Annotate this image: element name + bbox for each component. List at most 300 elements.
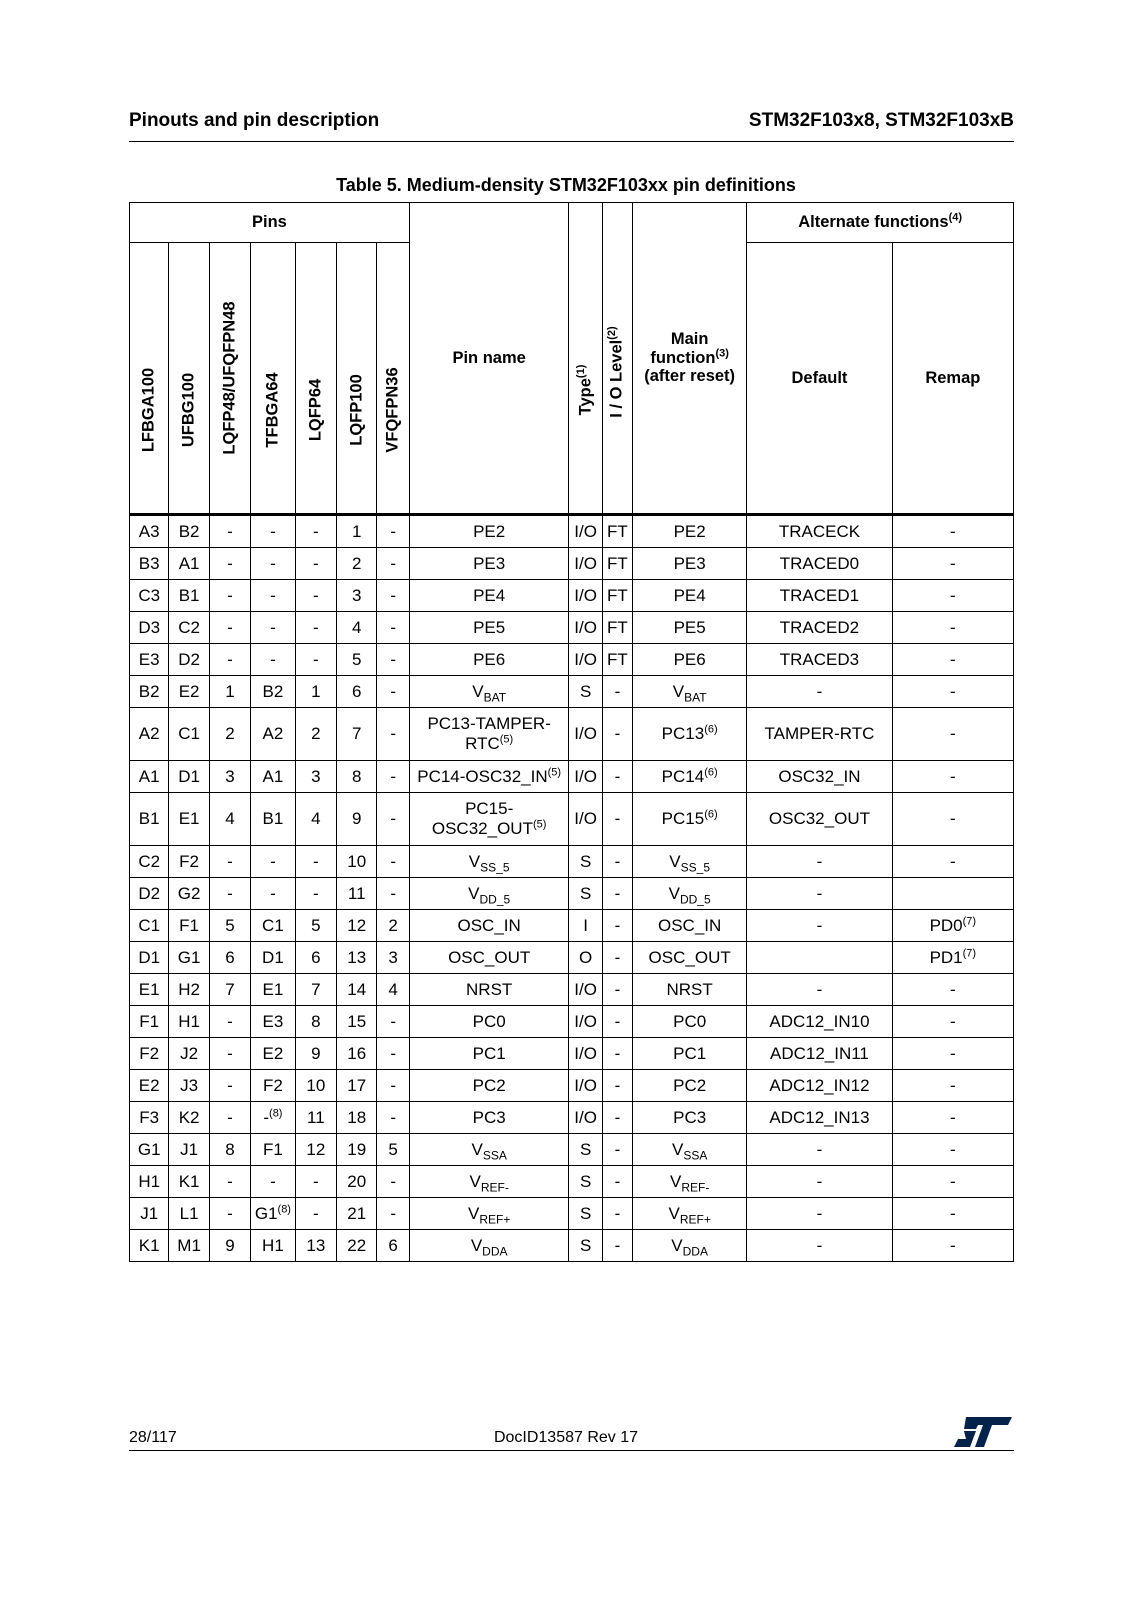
remap-value: - bbox=[950, 1203, 956, 1223]
lqfp48-cell bbox=[209, 1006, 250, 1038]
ufbg100-cell bbox=[169, 878, 209, 910]
pin-name-cell bbox=[409, 612, 569, 644]
type-cell bbox=[569, 878, 602, 910]
tfbga64-cell bbox=[251, 1230, 295, 1262]
lqfp48-value: - bbox=[227, 1171, 233, 1191]
remap-cell bbox=[892, 515, 1013, 548]
type-value: I/O bbox=[574, 585, 597, 605]
pin-name-sub: SSA bbox=[482, 1148, 507, 1163]
main-function: OSC_OUT bbox=[648, 947, 731, 967]
lqfp100-cell bbox=[337, 974, 377, 1006]
vfqfpn36-cell bbox=[377, 910, 409, 942]
tfbga64-cell bbox=[251, 974, 295, 1006]
table-row bbox=[130, 548, 1014, 580]
ufbg100-header: UFBG100 bbox=[169, 243, 209, 515]
pin-name-cell bbox=[409, 676, 569, 708]
type-header: Type$^{(1)}$ bbox=[569, 203, 602, 515]
ufbg100-value: J2 bbox=[180, 1043, 199, 1063]
lfbga100-value: B2 bbox=[138, 681, 160, 701]
ufbg100-cell bbox=[169, 1038, 209, 1070]
main-function-cell bbox=[633, 1070, 747, 1102]
lfbga100-value: A3 bbox=[138, 521, 160, 541]
io-cell bbox=[602, 708, 632, 761]
table-row bbox=[130, 1166, 1014, 1198]
main-function-cell bbox=[633, 1230, 747, 1262]
main-function-sub: SS_5 bbox=[680, 860, 710, 875]
pin-name-cell bbox=[409, 1070, 569, 1102]
lqfp100-cell bbox=[337, 878, 377, 910]
io-value: FT bbox=[607, 521, 628, 541]
lfbga100-value: F3 bbox=[139, 1107, 160, 1127]
tfbga64-note: (8) bbox=[277, 1203, 291, 1216]
vfqfpn36-value: - bbox=[390, 1011, 396, 1031]
lfbga100-value: C3 bbox=[138, 585, 161, 605]
pin-name-note: (5) bbox=[532, 818, 547, 831]
pin-name-sub: SS_5 bbox=[480, 860, 510, 875]
pin-name: NRST bbox=[466, 979, 513, 999]
vfqfpn36-value: - bbox=[390, 1107, 396, 1127]
vfqfpn36-cell bbox=[377, 1102, 409, 1134]
default-value: TRACECK bbox=[778, 521, 861, 541]
lfbga100-value: B3 bbox=[138, 553, 160, 573]
main-function-cell bbox=[633, 612, 747, 644]
pin-name: PC14-OSC32_IN bbox=[417, 766, 548, 786]
remap-cell bbox=[892, 580, 1013, 612]
type-value: I/O bbox=[574, 1107, 597, 1127]
io-cell bbox=[602, 1166, 632, 1198]
io-cell bbox=[602, 580, 632, 612]
remap-value: - bbox=[950, 1107, 956, 1127]
lqfp64-value: 10 bbox=[306, 1075, 326, 1095]
lfbga100-value: E1 bbox=[138, 979, 160, 999]
lqfp64-value: 11 bbox=[307, 1107, 325, 1127]
default-value: OSC32_IN bbox=[778, 766, 861, 786]
io-value: FT bbox=[607, 617, 628, 637]
main-function-cell bbox=[633, 761, 747, 793]
remap-cell bbox=[892, 708, 1013, 761]
io-cell bbox=[602, 942, 632, 974]
lqfp48-value: 7 bbox=[225, 979, 235, 999]
remap-cell bbox=[892, 1230, 1013, 1262]
lqfp64-value: 2 bbox=[311, 724, 321, 744]
remap-cell bbox=[892, 1102, 1013, 1134]
main-function: PE6 bbox=[673, 649, 706, 669]
lfbga100-value: J1 bbox=[140, 1203, 159, 1223]
ufbg100-cell bbox=[169, 1134, 209, 1166]
lqfp48-value: - bbox=[227, 1075, 233, 1095]
vfqfpn36-value: - bbox=[390, 585, 396, 605]
lqfp100-cell bbox=[337, 1038, 377, 1070]
lqfp48-cell bbox=[209, 1166, 250, 1198]
remap-cell bbox=[892, 1198, 1013, 1230]
io-value: - bbox=[614, 851, 621, 871]
pin-name: V bbox=[468, 851, 481, 871]
pin-name-cell bbox=[409, 793, 569, 846]
vfqfpn36-value: - bbox=[390, 681, 396, 701]
main-function: PE4 bbox=[673, 585, 706, 605]
lqfp64-cell bbox=[295, 1230, 336, 1262]
pin-name-cell bbox=[409, 910, 569, 942]
default-value: - bbox=[816, 681, 823, 701]
io-cell bbox=[602, 793, 632, 846]
lqfp64-value: 5 bbox=[311, 915, 321, 935]
type-value: I/O bbox=[574, 521, 597, 541]
main-function-cell bbox=[633, 974, 747, 1006]
pin-name-sub: DDA bbox=[482, 1244, 508, 1259]
vfqfpn36-value: - bbox=[390, 553, 396, 573]
main-function-cell bbox=[633, 910, 747, 942]
remap-cell bbox=[892, 910, 1013, 942]
remap-note: (7) bbox=[962, 947, 977, 960]
lfbga100-header: LFBGA100 bbox=[130, 243, 169, 515]
default-cell bbox=[747, 1038, 892, 1070]
type-cell bbox=[569, 1102, 602, 1134]
default-cell bbox=[747, 974, 892, 1006]
vfqfpn36-cell bbox=[377, 1134, 409, 1166]
io-value: FT bbox=[607, 585, 628, 605]
main-function-cell bbox=[633, 793, 747, 846]
lqfp100-cell bbox=[337, 1198, 377, 1230]
lqfp64-value: 6 bbox=[311, 947, 321, 967]
default-value: TRACED1 bbox=[779, 585, 860, 605]
ufbg100-cell bbox=[169, 515, 209, 548]
io-cell bbox=[602, 515, 632, 548]
lqfp100-value: 6 bbox=[352, 681, 362, 701]
lfbga100-value: C1 bbox=[138, 915, 161, 935]
lfbga100-value: C2 bbox=[138, 851, 161, 871]
remap-value: - bbox=[950, 979, 956, 999]
tfbga64-value: A2 bbox=[262, 724, 284, 744]
io-value: - bbox=[614, 883, 621, 903]
io-value: - bbox=[614, 979, 621, 999]
pin-name-cell bbox=[409, 708, 569, 761]
lfbga100-value: K1 bbox=[138, 1235, 160, 1255]
main-function: NRST bbox=[666, 979, 713, 999]
default-value: ADC12_IN12 bbox=[769, 1075, 870, 1095]
lqfp64-value: - bbox=[313, 883, 319, 903]
io-cell bbox=[602, 548, 632, 580]
io-cell bbox=[602, 878, 632, 910]
pin-name-cell bbox=[409, 644, 569, 676]
lqfp64-value: - bbox=[313, 851, 319, 871]
pin-name: PE5 bbox=[473, 617, 506, 637]
lqfp100-cell bbox=[337, 708, 377, 761]
io-value: - bbox=[614, 681, 621, 701]
pin-name: OSC_OUT bbox=[448, 947, 531, 967]
lqfp64-cell bbox=[295, 761, 336, 793]
table-row bbox=[130, 761, 1014, 793]
lqfp48-cell bbox=[209, 580, 250, 612]
lfbga100-cell bbox=[130, 612, 169, 644]
header-divider bbox=[129, 141, 1014, 142]
lqfp100-cell bbox=[337, 1006, 377, 1038]
vfqfpn36-cell bbox=[377, 761, 409, 793]
table-row bbox=[130, 580, 1014, 612]
vfqfpn36-value: - bbox=[390, 809, 396, 829]
lfbga100-cell bbox=[130, 1230, 169, 1262]
pin-name: PC0 bbox=[472, 1011, 506, 1031]
lqfp64-value: - bbox=[313, 617, 319, 637]
lqfp100-value: 9 bbox=[352, 809, 362, 829]
pin-name-cell bbox=[409, 1134, 569, 1166]
lqfp48-value: 9 bbox=[225, 1235, 235, 1255]
pin-name: PE4 bbox=[473, 585, 506, 605]
default-value: - bbox=[816, 1171, 823, 1191]
io-value: - bbox=[614, 947, 621, 967]
main-function: V bbox=[669, 1171, 682, 1191]
tfbga64-cell bbox=[251, 548, 295, 580]
lqfp48-value: - bbox=[227, 649, 233, 669]
type-value: I bbox=[583, 915, 588, 935]
lqfp100-cell bbox=[337, 1134, 377, 1166]
main-function-note: (6) bbox=[704, 808, 718, 821]
vfqfpn36-cell bbox=[377, 942, 409, 974]
default-cell bbox=[747, 1006, 892, 1038]
pin-name-note: (5) bbox=[547, 766, 562, 779]
vfqfpn36-cell bbox=[377, 793, 409, 846]
main-function: PC1 bbox=[673, 1043, 707, 1063]
lqfp64-cell bbox=[295, 580, 336, 612]
lqfp48-value: - bbox=[227, 585, 233, 605]
type-cell bbox=[569, 580, 602, 612]
tfbga64-cell bbox=[251, 942, 295, 974]
remap-value: - bbox=[950, 1043, 956, 1063]
lqfp100-cell bbox=[337, 644, 377, 676]
lqfp64-cell bbox=[295, 974, 336, 1006]
lqfp48-value: - bbox=[227, 553, 233, 573]
remap-value: - bbox=[950, 809, 956, 829]
lqfp100-value: 13 bbox=[347, 947, 367, 967]
vfqfpn36-cell bbox=[377, 580, 409, 612]
remap-cell bbox=[892, 612, 1013, 644]
table-row bbox=[130, 1038, 1014, 1070]
remap-value: - bbox=[950, 1139, 956, 1159]
lqfp64-value: 7 bbox=[311, 979, 321, 999]
lqfp64-cell bbox=[295, 612, 336, 644]
vfqfpn36-cell bbox=[377, 878, 409, 910]
type-value: I/O bbox=[574, 766, 597, 786]
lqfp64-value: - bbox=[313, 1171, 319, 1191]
lqfp100-value: 1 bbox=[352, 521, 362, 541]
table-row bbox=[130, 1134, 1014, 1166]
lqfp48-cell bbox=[209, 1230, 250, 1262]
lfbga100-cell bbox=[130, 761, 169, 793]
main-function: PC0 bbox=[673, 1011, 707, 1031]
remap-value: - bbox=[950, 649, 956, 669]
type-cell bbox=[569, 942, 602, 974]
default-cell bbox=[747, 515, 892, 548]
io-value: - bbox=[614, 1203, 621, 1223]
lqfp48-value: - bbox=[227, 1107, 233, 1127]
lqfp48-value: - bbox=[227, 883, 233, 903]
default-cell bbox=[747, 1198, 892, 1230]
io-value: FT bbox=[607, 553, 628, 573]
lfbga100-cell bbox=[130, 846, 169, 878]
lfbga100-value: H1 bbox=[138, 1171, 161, 1191]
remap-value: - bbox=[950, 1011, 956, 1031]
tfbga64-value: - bbox=[270, 521, 276, 541]
lqfp48-cell bbox=[209, 942, 250, 974]
main-function-cell bbox=[633, 1166, 747, 1198]
main-function-header: Main function$^{(3)}$ (after reset) bbox=[633, 203, 747, 515]
type-value: S bbox=[579, 1139, 592, 1159]
lqfp64-value: 3 bbox=[311, 766, 321, 786]
vfqfpn36-cell bbox=[377, 974, 409, 1006]
type-value: S bbox=[579, 883, 592, 903]
tfbga64-cell bbox=[251, 1166, 295, 1198]
lfbga100-cell bbox=[130, 1166, 169, 1198]
ufbg100-value: G1 bbox=[177, 947, 201, 967]
ufbg100-cell bbox=[169, 793, 209, 846]
type-cell bbox=[569, 644, 602, 676]
lqfp100-value: 12 bbox=[347, 915, 367, 935]
tfbga64-value: E3 bbox=[262, 1011, 284, 1031]
tfbga64-value: A1 bbox=[262, 766, 284, 786]
remap-cell bbox=[892, 793, 1013, 846]
lfbga100-cell bbox=[130, 974, 169, 1006]
io-value: - bbox=[614, 766, 621, 786]
lqfp48-value: 4 bbox=[225, 809, 235, 829]
pin-name: PC15- bbox=[465, 799, 514, 819]
st-logo bbox=[954, 1415, 1012, 1449]
pin-name-cell bbox=[409, 515, 569, 548]
io-value: - bbox=[614, 1011, 621, 1031]
lqfp48-cell bbox=[209, 761, 250, 793]
lqfp100-value: 2 bbox=[352, 553, 362, 573]
type-value: I/O bbox=[574, 809, 597, 829]
io-value: - bbox=[614, 915, 621, 935]
main-function-cell bbox=[633, 676, 747, 708]
remap-value: - bbox=[950, 724, 956, 744]
lqfp100-value: 7 bbox=[352, 724, 362, 744]
lqfp100-cell bbox=[337, 676, 377, 708]
lqfp48-value: - bbox=[227, 1043, 233, 1063]
lqfp48-value: - bbox=[227, 617, 233, 637]
pin-name-cell bbox=[409, 1198, 569, 1230]
pin-name: PC2 bbox=[472, 1075, 506, 1095]
main-function-cell bbox=[633, 1038, 747, 1070]
ufbg100-value: E1 bbox=[178, 809, 200, 829]
lfbga100-cell bbox=[130, 644, 169, 676]
lqfp48-cell bbox=[209, 910, 250, 942]
default-value: - bbox=[816, 915, 823, 935]
tfbga64-value: E2 bbox=[262, 1043, 284, 1063]
tfbga64-cell bbox=[251, 910, 295, 942]
pin-name-cell bbox=[409, 548, 569, 580]
lfbga100-value: E3 bbox=[138, 649, 160, 669]
tfbga64-value: - bbox=[263, 1107, 270, 1127]
main-function-sub: DD_5 bbox=[679, 892, 711, 907]
io-cell bbox=[602, 1134, 632, 1166]
main-function-sub: REF+ bbox=[679, 1212, 711, 1227]
lqfp100-cell bbox=[337, 580, 377, 612]
tfbga64-value: B1 bbox=[262, 809, 284, 829]
tfbga64-cell bbox=[251, 1134, 295, 1166]
type-value: I/O bbox=[574, 724, 597, 744]
main-function-cell bbox=[633, 942, 747, 974]
type-cell bbox=[569, 793, 602, 846]
vfqfpn36-value: - bbox=[390, 1075, 396, 1095]
table-row bbox=[130, 793, 1014, 846]
tfbga64-cell bbox=[251, 644, 295, 676]
tfbga64-cell bbox=[251, 1006, 295, 1038]
lqfp100-value: 14 bbox=[347, 979, 367, 999]
type-cell bbox=[569, 1070, 602, 1102]
table-row bbox=[130, 612, 1014, 644]
default-cell bbox=[747, 1230, 892, 1262]
lqfp48-cell bbox=[209, 1102, 250, 1134]
remap-cell bbox=[892, 548, 1013, 580]
lqfp64-cell bbox=[295, 515, 336, 548]
lfbga100-cell bbox=[130, 1006, 169, 1038]
main-function: V bbox=[671, 1139, 684, 1159]
lqfp64-value: 12 bbox=[306, 1139, 326, 1159]
lqfp64-value: - bbox=[313, 1203, 319, 1223]
type-value: S bbox=[579, 1235, 592, 1255]
io-cell bbox=[602, 676, 632, 708]
page-number: 28/117 bbox=[129, 1429, 177, 1446]
tfbga64-value: C1 bbox=[262, 915, 284, 935]
type-cell bbox=[569, 1038, 602, 1070]
pin-name-cell bbox=[409, 1102, 569, 1134]
ufbg100-value: L1 bbox=[179, 1203, 199, 1223]
lfbga100-cell bbox=[130, 708, 169, 761]
pin-name-header: Pin name bbox=[409, 203, 569, 515]
alternate-functions-header: Alternate functions$^{(4)}$ bbox=[747, 203, 1014, 243]
type-value: I/O bbox=[574, 1043, 597, 1063]
default-cell bbox=[747, 1134, 892, 1166]
vfqfpn36-cell bbox=[377, 1198, 409, 1230]
tfbga64-cell bbox=[251, 708, 295, 761]
vfqfpn36-cell bbox=[377, 1230, 409, 1262]
vfqfpn36-value: 5 bbox=[388, 1139, 398, 1159]
main-function-sub: DDA bbox=[682, 1244, 708, 1259]
default-value: - bbox=[816, 1139, 823, 1159]
lqfp64-cell bbox=[295, 910, 336, 942]
lqfp64-value: 13 bbox=[306, 1235, 326, 1255]
vfqfpn36-value: - bbox=[390, 1171, 396, 1191]
pin-name-sub: DD_5 bbox=[479, 892, 511, 907]
main-function: OSC_IN bbox=[658, 915, 722, 935]
io-cell bbox=[602, 1038, 632, 1070]
remap-cell bbox=[892, 676, 1013, 708]
lqfp100-value: 11 bbox=[347, 883, 366, 903]
pin-name-cell bbox=[409, 580, 569, 612]
lqfp64-cell bbox=[295, 1198, 336, 1230]
default-value: - bbox=[816, 1235, 823, 1255]
type-cell bbox=[569, 515, 602, 548]
default-cell bbox=[747, 793, 892, 846]
type-value: I/O bbox=[574, 1011, 597, 1031]
type-cell bbox=[569, 1198, 602, 1230]
remap-value: - bbox=[950, 681, 956, 701]
type-cell bbox=[569, 1230, 602, 1262]
lqfp100-cell bbox=[337, 761, 377, 793]
pin-name-note: (5) bbox=[499, 733, 514, 746]
io-value: - bbox=[614, 1235, 621, 1255]
vfqfpn36-value: - bbox=[390, 649, 396, 669]
vfqfpn36-value: - bbox=[390, 883, 396, 903]
lqfp100-cell bbox=[337, 1166, 377, 1198]
remap-value: - bbox=[950, 617, 956, 637]
tfbga64-value: - bbox=[270, 553, 276, 573]
remap-value: - bbox=[950, 585, 956, 605]
type-cell bbox=[569, 1006, 602, 1038]
ufbg100-value: B2 bbox=[178, 521, 200, 541]
io-cell bbox=[602, 910, 632, 942]
lqfp100-value: 19 bbox=[347, 1139, 367, 1159]
type-value: O bbox=[579, 947, 593, 967]
